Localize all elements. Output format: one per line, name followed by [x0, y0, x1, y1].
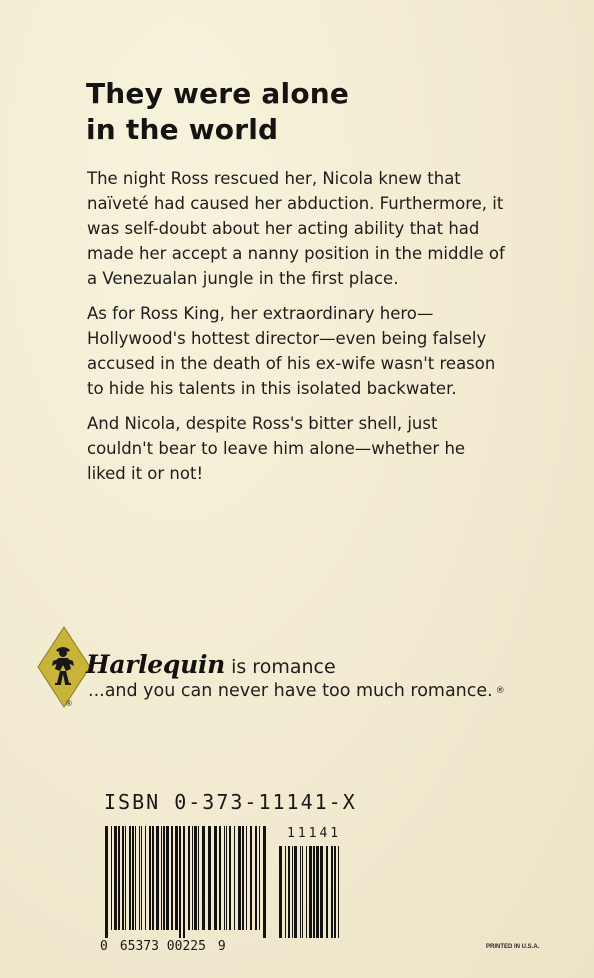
printed-in-label: PRINTED IN U.S.A. — [486, 944, 540, 950]
barcode-bar — [326, 846, 328, 938]
barcode-bar — [183, 826, 185, 938]
barcode-bar — [292, 846, 293, 938]
barcode-bar — [129, 826, 131, 930]
barcode-bar — [294, 846, 297, 938]
barcode-bar — [242, 826, 244, 930]
barcode-bar — [313, 846, 315, 938]
barcode-bar — [214, 826, 217, 930]
harlequin-diamond-logo-icon — [36, 625, 92, 709]
barcode-bar — [156, 826, 159, 930]
barcode-addon-bars — [279, 846, 339, 938]
barcode-bar — [171, 826, 173, 930]
barcode-bar — [224, 826, 225, 930]
headline-line-1: They were alone — [86, 77, 350, 110]
barcode-main-bars — [105, 826, 266, 938]
barcode-bar — [202, 826, 205, 930]
barcode-bar — [118, 826, 120, 930]
barcode-bar — [125, 826, 126, 930]
barcode-bar — [175, 826, 178, 930]
barcode-bar — [279, 846, 282, 938]
barcode-bar — [316, 846, 319, 938]
barcode-bar — [132, 826, 134, 930]
barcode-bar — [246, 826, 247, 930]
barcode-bar — [226, 826, 227, 930]
barcode-bar — [288, 846, 290, 938]
barcode-bar — [300, 846, 301, 938]
upc-main-digits: 65373 00225 — [119, 939, 206, 954]
blurb-paragraph: As for Ross King, her extraordinary hero—Hollywood's hottest director—even being falsely accused in the death of his ex-wife wasn't reason to hide his talents in this isolated backwater. — [87, 304, 496, 398]
tagline-line-1 — [86, 650, 336, 679]
barcode-bar — [208, 826, 211, 930]
isbn-number: ISBN 0-373-11141-X — [104, 790, 357, 814]
barcode-bar — [255, 826, 257, 930]
barcode-bar — [194, 826, 197, 930]
barcode-bar — [229, 826, 231, 930]
barcode-bar — [145, 826, 146, 930]
barcode-bar — [285, 846, 286, 938]
barcode-bar — [163, 826, 165, 930]
blurb-paragraph: And Nicola, despite Ross's bitter shell, just couldn't bear to leave him alone—whether he liked it or not! — [87, 414, 466, 483]
barcode-bar — [338, 846, 339, 938]
barcode-bar — [114, 826, 117, 930]
barcode-bar — [149, 826, 151, 930]
barcode-bar — [334, 846, 336, 938]
barcode-bar — [309, 846, 312, 938]
upc-digits — [100, 939, 226, 954]
barcode-bar — [122, 826, 124, 930]
blurb-paragraph: The night Ross rescued her, Nicola knew that naïveté had caused her abduction. Furthermore, it was self-doubt about her acting ability that had made her accept a nanny position in the middle of a Venezualan jungle in the first place. — [87, 169, 505, 288]
barcode-bar — [198, 826, 199, 930]
barcode-bar — [152, 826, 154, 930]
barcode-bar — [161, 826, 162, 930]
tagline-line-2 — [88, 681, 505, 701]
barcode-bar — [219, 826, 221, 930]
barcode-bar — [306, 846, 307, 938]
barcode-bar — [238, 826, 241, 930]
logo-registered-mark: ® — [66, 699, 72, 708]
addon-digits: 11141 — [287, 826, 342, 841]
barcode-bar — [192, 826, 193, 930]
tagline-text: is romance — [231, 656, 336, 678]
barcode-bar — [302, 846, 303, 938]
barcode-bar — [263, 826, 266, 938]
barcode-bar — [188, 826, 190, 930]
headline-line-2: in the world — [86, 113, 279, 146]
headline — [86, 76, 526, 148]
barcode-bar — [135, 826, 136, 930]
upc-trail-digit: 9 — [217, 939, 226, 954]
registered-mark: ® — [495, 686, 505, 696]
barcode-bar — [105, 826, 108, 938]
barcode-bar — [320, 846, 323, 938]
barcode-bar — [141, 826, 142, 930]
barcode-bar — [250, 826, 252, 930]
barcode-bar — [179, 826, 181, 938]
barcode-bar — [166, 826, 169, 930]
upc-lead-digit: 0 — [100, 939, 108, 954]
tagline-text-2: ...and you can never have too much romance. — [88, 681, 493, 701]
barcode-bar — [331, 846, 333, 938]
barcode-bar — [259, 826, 260, 930]
barcode-bar — [139, 826, 140, 930]
blurb — [87, 166, 507, 496]
barcode-bar — [234, 826, 235, 930]
barcode-bar — [111, 826, 112, 930]
brand-name: Harlequin — [86, 650, 226, 679]
barcode-icon — [97, 822, 347, 947]
